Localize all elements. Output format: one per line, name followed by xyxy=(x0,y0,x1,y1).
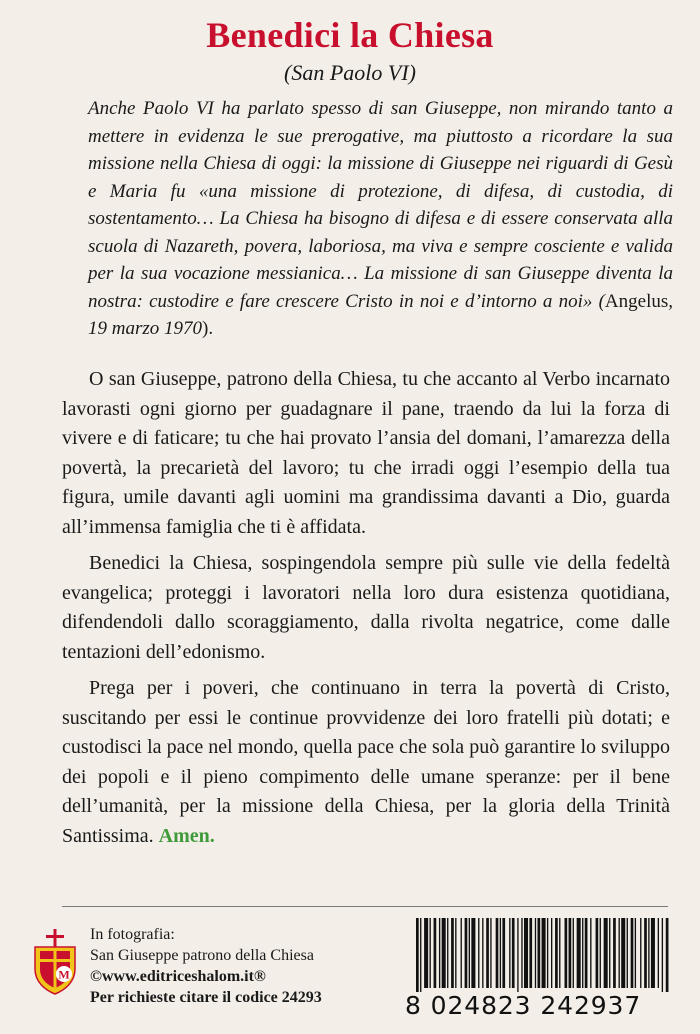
barcode-bar xyxy=(627,918,628,988)
logo-letter: M xyxy=(58,967,70,982)
barcode-bar xyxy=(535,918,536,988)
barcode-bar xyxy=(651,918,655,988)
barcode-bar xyxy=(509,918,510,988)
barcode-bar xyxy=(604,918,608,988)
page-title: Benedici la Chiesa xyxy=(206,15,494,55)
barcode-bar xyxy=(442,918,446,988)
barcode-bar xyxy=(565,918,568,988)
barcode-bar xyxy=(517,918,518,992)
barcode-bar xyxy=(430,918,431,988)
barcode-bar xyxy=(455,918,456,988)
barcode-bar xyxy=(486,918,489,988)
intro-source-date: , 19 marzo 1970 xyxy=(88,290,673,339)
barcode-bar xyxy=(585,918,588,988)
barcode-bar xyxy=(447,918,448,988)
barcode-number: 8 024823 242937 xyxy=(405,991,642,1020)
barcode-bar xyxy=(529,918,532,988)
barcode-bar xyxy=(461,918,462,988)
barcode-bar xyxy=(439,918,440,988)
barcode-bar xyxy=(640,918,641,988)
prayer-paragraph-3-text: Prega per i poveri, che continuano in terra la povertà di Cristo, suscitando per essi le continue provvidenze dei loro fratelli più dotati; e custodisci la pace nel mondo, quella pace che sola può garantire lo sviluppo dei popoli e il pieno compimento delle umane speranze: per il bene dell’umanità, per la missione della Chiesa, per la gloria della Trinità Santissima. xyxy=(62,677,670,847)
barcode-bar xyxy=(471,918,475,988)
barcode-bar xyxy=(613,918,616,988)
amen-word: Amen. xyxy=(158,824,215,847)
prayer-paragraph-1: O san Giuseppe, patrono della Chiesa, tu che accanto al Verbo incarnato lavorasti ogni giorno per guadagnare il pane, traendo da lui la forza di vivere e di faticare; tu che hai provato l’ansia del domani, l’amarezza della povertà, la precarietà del lavoro; tu che irradi oggi l’esempio della tua figura, umile davanti agli uomini ma grandissima davanti a Dio, guarda all’immensa famiglia che ti è affidata. xyxy=(62,368,670,538)
barcode-bar xyxy=(577,918,581,988)
prayer-paragraph-3 xyxy=(62,674,670,851)
barcode-bar xyxy=(590,918,591,988)
barcode-bar xyxy=(596,918,599,988)
barcode-bar xyxy=(547,918,548,988)
barcode-bar xyxy=(658,918,659,988)
photo-subject: San Giuseppe patrono della Chiesa xyxy=(90,947,314,964)
code-request: Per richieste citare il codice 24293 xyxy=(90,989,322,1006)
intro-paragraph xyxy=(88,95,673,343)
barcode-bar xyxy=(420,918,421,992)
barcode-bar xyxy=(555,918,558,988)
barcode-bar xyxy=(469,918,470,988)
website: ©www.editriceshalom.it® xyxy=(90,968,266,985)
intro-text: Anche Paolo VI ha parlato spesso di san Giuseppe, non mirando tanto a mettere in evidenza le sue prerogative, ma piuttosto a ricordare la sua missione nella Chiesa di oggi: la missione di Giuseppe nei riguardi di Gesù e Maria fu «una missione di protezione, di difesa, di custodia, di sostentamento… La Chiesa ha bisogno di difesa e di essere conservata alla scuola di Nazareth, povera, laboriosa, ma viva e sempre cosciente e valida per la sua vocazione messianica… La missione di san Giuseppe diventa la nostra: custodire e fare crescere Cristo in noi e d’intorno a noi» ( xyxy=(88,98,673,312)
barcode-bar xyxy=(621,918,625,988)
barcode-bar xyxy=(524,918,528,988)
barcode-bar xyxy=(512,918,515,988)
barcode-bar xyxy=(648,918,649,988)
barcode-bar xyxy=(521,918,522,988)
barcode-bar xyxy=(478,918,479,988)
barcode-bar xyxy=(635,918,636,988)
shalom-logo-icon xyxy=(32,929,78,995)
barcode-bar xyxy=(573,918,574,988)
barcode-bar xyxy=(644,918,647,988)
barcode-bar xyxy=(551,918,552,988)
barcode-bar xyxy=(600,918,601,988)
page-subtitle: (San Paolo VI) xyxy=(284,60,416,85)
photo-label: In fotografia: xyxy=(90,926,175,943)
barcode-bar xyxy=(482,918,483,988)
barcode-bar xyxy=(538,918,541,988)
barcode-bar xyxy=(666,918,669,992)
barcode-bar xyxy=(559,918,560,988)
barcode-bar xyxy=(416,918,419,992)
intro-closing: ). xyxy=(202,318,214,339)
footer-divider xyxy=(62,906,668,907)
barcode-bar xyxy=(451,918,454,988)
barcode-bar xyxy=(500,918,501,988)
intro-source-name: Angelus xyxy=(604,290,669,312)
barcode-bar xyxy=(424,918,428,988)
prayer xyxy=(62,365,670,858)
barcode-bar xyxy=(662,918,663,992)
barcode-bar xyxy=(631,918,634,988)
barcode-bar xyxy=(619,918,620,988)
barcode-bar xyxy=(542,918,546,988)
barcode-bar xyxy=(582,918,583,988)
barcode-bar xyxy=(434,918,437,988)
barcode-bar xyxy=(490,918,491,988)
prayer-paragraph-2: Benedici la Chiesa, sospingendola sempre più sulle vie della fedeltà evangelica; proteggi i lavoratori nella loro dura esistenza quotidiana, difendendoli dallo scoraggiamento, dalla rivolta negatrice, come dalle tentazioni dell’edonismo. xyxy=(62,552,670,663)
barcode-bar xyxy=(496,918,499,988)
barcode-bar xyxy=(465,918,468,988)
footer-info xyxy=(90,924,390,1008)
barcode-bar xyxy=(609,918,610,988)
barcode-bar xyxy=(569,918,572,988)
barcode-bar xyxy=(502,918,505,988)
